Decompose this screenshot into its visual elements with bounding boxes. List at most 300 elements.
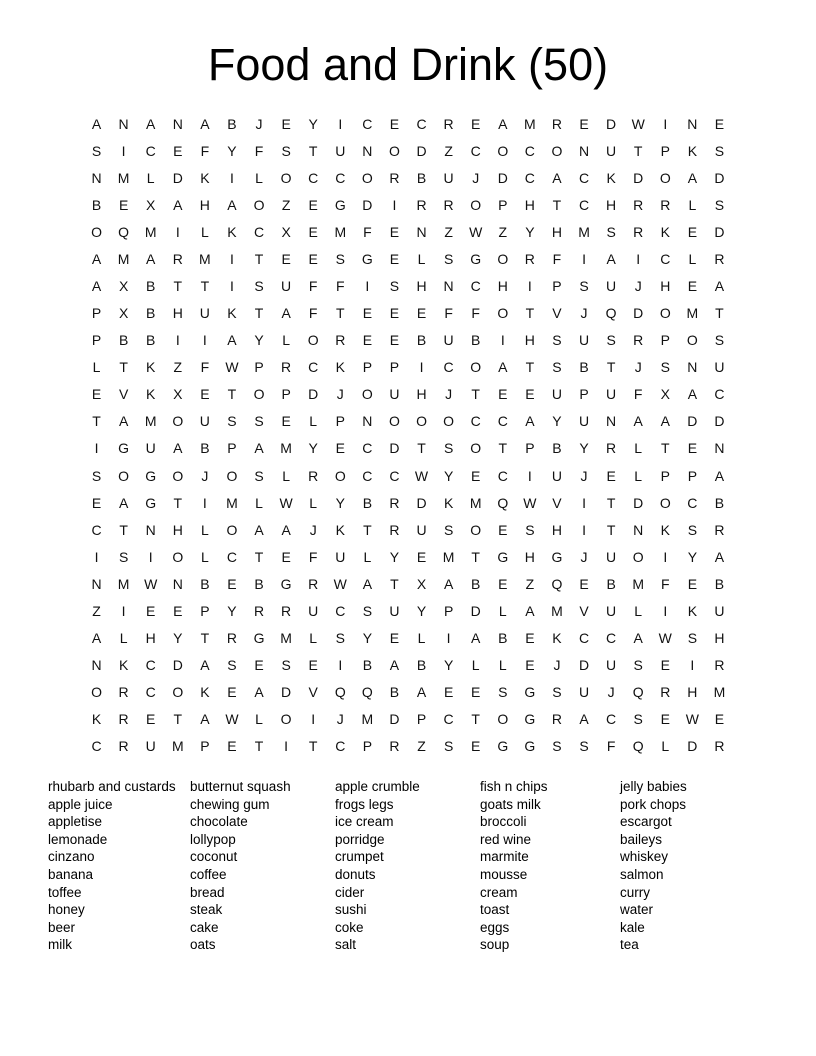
grid-cell: A <box>579 711 589 728</box>
grid-cell: A <box>687 169 698 186</box>
word-item: broccoli <box>480 814 527 830</box>
grid-cell: L <box>255 711 263 728</box>
grid-cell: B <box>146 305 156 322</box>
grid-cell: M <box>686 305 699 322</box>
grid-cell: M <box>117 575 130 592</box>
grid-cell: S <box>579 738 589 755</box>
grid-cell: B <box>362 494 373 511</box>
grid-cell: T <box>606 359 616 376</box>
grid-cell: E <box>308 250 318 267</box>
grid-cell: A <box>91 630 102 647</box>
grid-cell: I <box>527 278 532 294</box>
grid-cell: Z <box>498 223 508 240</box>
word-item: curry <box>620 884 650 900</box>
grid-cell: U <box>145 440 156 457</box>
grid-cell: B <box>227 115 237 132</box>
grid-cell: Z <box>444 223 453 240</box>
grid-cell: U <box>714 602 725 619</box>
grid-cell: E <box>660 711 670 728</box>
grid-cell: C <box>524 142 535 159</box>
grid-cell: T <box>525 305 535 322</box>
grid-cell: E <box>254 657 264 674</box>
grid-cell: S <box>606 332 616 349</box>
grid-cell: H <box>199 196 210 213</box>
grid-cell: I <box>230 169 234 186</box>
grid-cell: C <box>145 142 156 159</box>
grid-cell: M <box>144 223 157 240</box>
grid-cell: A <box>118 413 129 430</box>
word-list <box>48 778 687 954</box>
grid-cell: S <box>443 440 454 457</box>
grid-cell: A <box>227 196 237 213</box>
grid-cell: C <box>362 467 373 484</box>
grid-cell: E <box>308 196 318 213</box>
grid-cell: C <box>443 711 454 728</box>
grid-cell: K <box>606 169 616 186</box>
grid-cell: F <box>606 738 616 755</box>
puzzle-title: Food and Drink (50) <box>207 39 609 90</box>
grid-cell: D <box>172 657 183 674</box>
word-item: toast <box>480 902 510 918</box>
grid-cell: L <box>200 548 209 565</box>
grid-cell: P <box>443 602 454 619</box>
grid-cell: R <box>660 684 671 701</box>
word-item: coke <box>335 919 364 935</box>
grid-cell: J <box>472 169 480 186</box>
grid-cell: I <box>230 250 234 267</box>
grid-cell: P <box>416 711 427 728</box>
grid-cell: P <box>687 467 698 484</box>
grid-cell: G <box>361 250 373 267</box>
grid-cell: Y <box>579 440 589 457</box>
word-item: soup <box>480 937 510 953</box>
grid-cell: O <box>307 332 319 349</box>
word-item: mousse <box>480 866 528 882</box>
word-item: salt <box>335 937 357 953</box>
grid-cell: D <box>389 711 400 728</box>
grid-cell: L <box>688 196 697 213</box>
grid-cell: A <box>525 413 535 430</box>
grid-cell: O <box>659 305 671 322</box>
grid-cell: O <box>659 494 671 511</box>
grid-cell: A <box>281 305 291 322</box>
grid-cell: V <box>308 684 318 701</box>
grid-cell: D <box>308 386 319 403</box>
grid-cell: W <box>144 575 158 592</box>
grid-cell: B <box>91 196 102 213</box>
word-item: coconut <box>190 849 238 865</box>
grid-cell: A <box>200 711 210 728</box>
grid-cell: T <box>715 305 724 322</box>
grid-cell: S <box>389 278 400 294</box>
grid-cell: U <box>308 602 319 619</box>
grid-cell: E <box>389 305 400 322</box>
grid-cell: N <box>91 657 102 674</box>
grid-cell: L <box>309 630 318 647</box>
grid-cell: U <box>389 386 400 403</box>
grid-cell: T <box>606 521 616 538</box>
grid-cell: E <box>687 278 698 294</box>
grid-cell: E <box>389 630 400 647</box>
word-item: tea <box>620 937 639 953</box>
grid-cell: L <box>309 413 318 430</box>
grid-cell: L <box>146 169 155 186</box>
grid-cell: E <box>525 657 535 674</box>
grid-cell: C <box>578 196 590 213</box>
word-list-column <box>335 778 480 954</box>
grid-cell: E <box>525 386 535 403</box>
grid-cell: M <box>117 250 130 267</box>
grid-cell: P <box>91 305 102 322</box>
grid-cell: U <box>389 602 400 619</box>
grid-cell: E <box>281 548 291 565</box>
grid-cell: C <box>687 494 698 511</box>
grid-cell: B <box>254 575 264 592</box>
grid-cell: S <box>660 359 670 376</box>
grid-cell: G <box>280 575 292 592</box>
grid-cell: F <box>308 548 318 565</box>
grid-cell: Q <box>361 684 373 701</box>
grid-cell: U <box>578 413 590 430</box>
grid-cell: R <box>281 602 292 619</box>
grid-cell: M <box>442 548 455 565</box>
grid-cell: F <box>661 575 670 592</box>
grid-cell: O <box>361 386 373 403</box>
word-item: honey <box>48 902 85 918</box>
grid-cell: C <box>606 630 617 647</box>
grid-cell: C <box>253 223 265 240</box>
grid-cell: N <box>687 359 698 376</box>
grid-cell: T <box>363 521 372 538</box>
grid-cell: Y <box>443 657 454 674</box>
grid-cell: O <box>280 711 292 728</box>
grid-cell: H <box>172 521 183 538</box>
grid-cell: E <box>91 494 102 511</box>
grid-cell: S <box>335 250 345 267</box>
grid-cell: C <box>91 521 102 538</box>
grid-cell: D <box>578 657 590 674</box>
grid-cell: L <box>309 494 318 511</box>
grid-cell: J <box>201 467 209 484</box>
grid-cell: R <box>524 250 535 267</box>
grid-cell: A <box>281 521 291 538</box>
grid-cell: O <box>253 196 265 213</box>
grid-cell: E <box>389 250 400 267</box>
grid-cell: R <box>281 359 292 376</box>
grid-cell: A <box>714 467 725 484</box>
grid-cell: R <box>606 440 617 457</box>
grid-cell: M <box>117 169 130 186</box>
grid-cell: E <box>308 223 318 240</box>
grid-cell: E <box>687 575 698 592</box>
grid-cell: E <box>389 115 400 132</box>
grid-cell: A <box>471 630 481 647</box>
grid-cell: F <box>308 278 318 294</box>
grid-cell: L <box>92 359 101 376</box>
grid-cell: B <box>362 657 373 674</box>
grid-cell: I <box>311 711 316 728</box>
grid-cell: P <box>660 332 670 349</box>
grid-cell: E <box>471 684 481 701</box>
grid-cell: E <box>173 142 183 159</box>
grid-cell: K <box>335 521 345 538</box>
grid-cell: E <box>606 467 616 484</box>
grid-cell: O <box>497 142 509 159</box>
grid-cell: X <box>281 223 291 240</box>
grid-cell: G <box>334 196 346 213</box>
grid-cell: G <box>145 494 157 511</box>
grid-cell: S <box>552 684 562 701</box>
grid-cell: A <box>254 684 264 701</box>
grid-cell: C <box>524 169 535 186</box>
grid-cell: R <box>443 115 454 132</box>
grid-cell: I <box>121 142 126 159</box>
word-item: whiskey <box>620 849 669 865</box>
grid-cell: A <box>714 278 725 294</box>
grid-cell: T <box>633 142 643 159</box>
grid-cell: E <box>687 440 698 457</box>
word-list-column <box>620 778 687 954</box>
grid-cell: U <box>416 521 427 538</box>
grid-cell: P <box>498 196 508 213</box>
grid-cell: U <box>335 142 346 159</box>
grid-cell: S <box>227 413 237 430</box>
grid-cell: B <box>146 332 156 349</box>
grid-cell: C <box>91 738 102 755</box>
grid-cell: D <box>687 738 698 755</box>
grid-cell: T <box>173 711 183 728</box>
grid-cell: E <box>362 305 373 322</box>
grid-cell: G <box>497 738 509 755</box>
word-item: escargot <box>620 814 672 830</box>
grid-cell: P <box>254 359 264 376</box>
grid-cell: W <box>225 711 239 728</box>
grid-cell: L <box>200 223 209 240</box>
grid-cell: Q <box>632 738 644 755</box>
grid-cell: G <box>551 548 563 565</box>
grid-cell: U <box>606 657 617 674</box>
grid-cell: M <box>144 413 157 430</box>
grid-cell: D <box>714 223 725 240</box>
grid-cell: R <box>335 332 346 349</box>
grid-cell: I <box>500 332 505 349</box>
grid-cell: T <box>254 738 264 755</box>
grid-cell: B <box>389 684 400 701</box>
grid-cell: R <box>660 196 671 213</box>
grid-cell: E <box>118 196 129 213</box>
grid-cell: L <box>498 602 507 619</box>
grid-cell: A <box>443 575 454 592</box>
word-item: donuts <box>335 866 376 882</box>
grid-cell: D <box>714 413 725 430</box>
grid-cell: V <box>579 602 589 619</box>
grid-cell: C <box>578 630 590 647</box>
grid-cell: B <box>146 278 156 294</box>
grid-cell: N <box>714 440 725 457</box>
grid-cell: L <box>282 467 291 484</box>
grid-cell: T <box>606 494 616 511</box>
grid-cell: F <box>633 386 643 403</box>
grid-cell: A <box>606 250 616 267</box>
grid-cell: Y <box>389 548 400 565</box>
grid-cell: E <box>281 115 291 132</box>
grid-cell: Y <box>552 413 562 430</box>
grid-cell: N <box>172 575 183 592</box>
grid-cell: O <box>659 169 671 186</box>
grid-cell: H <box>660 278 671 294</box>
grid-cell: G <box>524 684 536 701</box>
grid-cell: H <box>551 521 563 538</box>
grid-cell: M <box>469 494 482 511</box>
grid-cell: H <box>524 548 535 565</box>
grid-cell: S <box>687 521 698 538</box>
grid-cell: D <box>416 494 427 511</box>
grid-cell: I <box>365 278 370 294</box>
grid-cell: N <box>578 142 590 159</box>
grid-cell: Y <box>173 630 183 647</box>
grid-cell: F <box>308 305 318 322</box>
word-item: sushi <box>335 902 367 918</box>
grid-cell: I <box>636 250 641 267</box>
word-item: cider <box>335 884 365 900</box>
grid-cell: O <box>280 169 292 186</box>
grid-cell: B <box>200 440 210 457</box>
grid-cell: Y <box>227 602 237 619</box>
grid-cell: T <box>254 548 264 565</box>
grid-cell: Z <box>92 602 101 619</box>
grid-cell: A <box>633 630 643 647</box>
word-item: steak <box>190 902 223 918</box>
grid-cell: A <box>498 359 508 376</box>
grid-cell: I <box>582 521 586 538</box>
grid-cell: E <box>471 738 481 755</box>
grid-cell: K <box>146 386 156 403</box>
grid-cell: E <box>416 548 427 565</box>
grid-cell: E <box>579 115 589 132</box>
grid-cell: C <box>578 169 590 186</box>
grid-cell: S <box>91 142 102 159</box>
grid-cell: L <box>255 169 263 186</box>
grid-cell: B <box>498 630 508 647</box>
grid-cell: M <box>280 630 292 647</box>
grid-cell: P <box>660 467 670 484</box>
grid-cell: A <box>633 413 643 430</box>
grid-cell: S <box>552 738 562 755</box>
grid-cell: F <box>363 223 372 240</box>
grid-cell: R <box>551 115 563 132</box>
grid-cell: C <box>497 413 508 430</box>
grid-cell: U <box>335 548 346 565</box>
grid-cell: O <box>632 548 644 565</box>
grid-cell: C <box>470 142 481 159</box>
grid-cell: Y <box>254 332 264 349</box>
grid-cell: T <box>173 494 183 511</box>
grid-cell: B <box>416 657 427 674</box>
grid-cell: I <box>230 278 234 294</box>
word-item: water <box>620 902 654 918</box>
grid-cell: O <box>389 413 400 430</box>
grid-cell: F <box>471 305 480 322</box>
grid-cell: C <box>606 711 617 728</box>
grid-cell: R <box>118 738 129 755</box>
grid-cell: K <box>335 359 345 376</box>
grid-cell: C <box>335 602 346 619</box>
grid-cell: O <box>470 521 482 538</box>
grid-cell: T <box>552 196 562 213</box>
grid-cell: L <box>282 332 291 349</box>
grid-cell: Z <box>417 738 426 755</box>
grid-cell: A <box>254 521 264 538</box>
grid-cell: A <box>118 494 129 511</box>
grid-cell: G <box>118 440 130 457</box>
grid-cell: I <box>419 359 424 376</box>
grid-cell: A <box>389 657 400 674</box>
grid-cell: O <box>551 142 563 159</box>
grid-cell: A <box>200 115 210 132</box>
grid-cell: I <box>663 602 668 619</box>
grid-cell: L <box>498 657 507 674</box>
grid-cell: O <box>470 196 482 213</box>
grid-cell: W <box>279 494 293 511</box>
word-item: pork chops <box>620 796 687 812</box>
grid-cell: L <box>634 440 643 457</box>
grid-cell: N <box>91 169 102 186</box>
word-item: marmite <box>480 849 529 865</box>
grid-cell: A <box>714 548 725 565</box>
grid-cell: E <box>389 223 400 240</box>
grid-cell: U <box>145 738 156 755</box>
grid-cell: B <box>471 332 481 349</box>
grid-cell: T <box>200 278 210 294</box>
grid-cell: I <box>582 250 586 267</box>
grid-cell: G <box>145 467 157 484</box>
grid-cell: G <box>470 250 482 267</box>
grid-cell: U <box>606 278 617 294</box>
grid-cell: Q <box>334 684 346 701</box>
grid-cell: T <box>119 359 128 376</box>
grid-cell: J <box>445 386 453 403</box>
grid-cell: E <box>660 657 670 674</box>
grid-cell: E <box>200 386 210 403</box>
grid-cell: O <box>686 332 698 349</box>
grid-cell: D <box>633 305 644 322</box>
word-item: chewing gum <box>190 796 270 812</box>
grid-cell: T <box>227 386 237 403</box>
grid-cell: E <box>227 738 237 755</box>
grid-cell: O <box>497 250 509 267</box>
grid-cell: I <box>527 467 532 484</box>
grid-cell: A <box>91 115 102 132</box>
grid-cell: S <box>552 332 562 349</box>
word-item: butternut squash <box>190 779 291 794</box>
grid-cell: O <box>497 305 509 322</box>
grid-cell: H <box>714 630 725 647</box>
grid-cell: G <box>524 711 536 728</box>
grid-cell: E <box>281 250 291 267</box>
word-item: fish n chips <box>480 779 548 794</box>
grid-cell: F <box>200 142 210 159</box>
grid-cell: C <box>335 738 346 755</box>
grid-cell: Q <box>497 494 509 511</box>
grid-cell: Z <box>173 359 183 376</box>
grid-cell: C <box>145 684 156 701</box>
grid-cell: R <box>172 250 183 267</box>
grid-cell: L <box>634 467 643 484</box>
grid-cell: I <box>690 657 695 674</box>
grid-cell: T <box>254 305 264 322</box>
grid-cell: S <box>362 602 373 619</box>
word-item: banana <box>48 866 94 882</box>
